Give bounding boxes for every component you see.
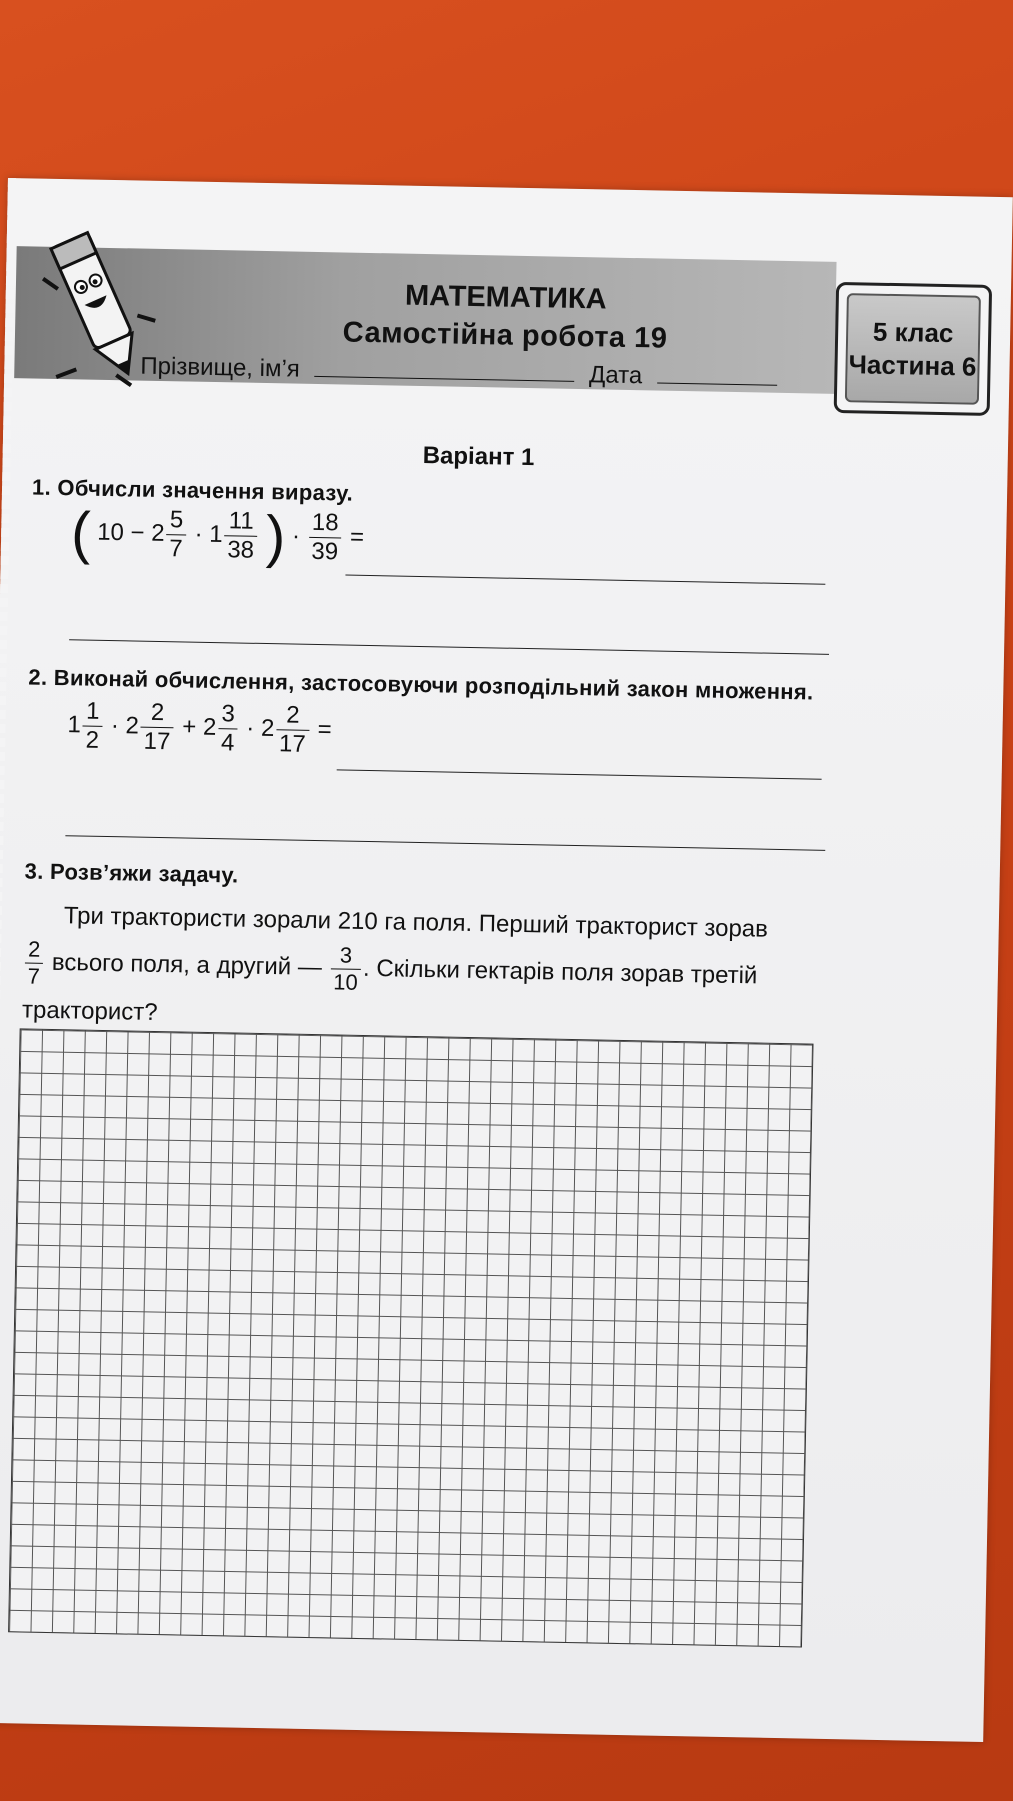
t3-tail: . Скільки гектарів поля зорав третій [362, 954, 758, 990]
t2-equals: = [317, 715, 332, 744]
task2-expression [67, 697, 332, 759]
t3-frac2-num: 3 [331, 942, 362, 970]
t2-mult1: · 2 [110, 711, 140, 740]
t1-frac1 [166, 506, 186, 563]
t2-frac1-num: 1 [83, 698, 103, 727]
task1-answer-line-2[interactable] [69, 639, 829, 655]
t3-frac1-num: 2 [25, 936, 44, 963]
t2-frac4-den: 17 [278, 730, 307, 758]
t2-whole1: 1 [67, 711, 82, 739]
date-line[interactable] [657, 382, 777, 385]
task3-problem [22, 894, 824, 1046]
t2-frac2-den: 17 [143, 727, 171, 756]
worksheet [0, 178, 1013, 1742]
t1-equals: = [349, 523, 365, 551]
t1-frac3-den: 39 [311, 537, 339, 566]
work-title: Самостійна робота 19 [342, 316, 668, 355]
t2-frac4-num: 2 [276, 701, 309, 731]
class-box [834, 282, 992, 416]
class-box-inner [845, 293, 981, 405]
task1-answer-line-1[interactable] [345, 575, 825, 585]
t2-frac2 [140, 699, 174, 757]
t2-frac2-num: 2 [141, 699, 174, 729]
task2-answer-line-1[interactable] [337, 769, 822, 779]
t2-plus: + 2 [182, 713, 217, 741]
t3-mid: всього поля, а другий — [51, 948, 323, 982]
task3-line3: тракторист? [21, 996, 158, 1027]
t1-part-b: · 1 [194, 520, 223, 549]
task2-answer-line-2[interactable] [65, 835, 825, 851]
t3-frac2-den: 10 [333, 969, 359, 995]
t1-frac1-num: 5 [167, 506, 187, 535]
t1-frac3-num: 18 [309, 509, 342, 539]
task3-text: 3. Розв’яжи задачу. [24, 858, 239, 888]
t2-frac1-den: 2 [85, 726, 100, 754]
t2-frac1 [82, 698, 102, 755]
task3-line1: Три трактористи зорали 210 га поля. Перший тракторист зорав [63, 902, 769, 943]
class-grade: 5 клас [872, 316, 954, 349]
t3-frac2 [330, 942, 361, 996]
t3-frac1-den: 7 [27, 963, 41, 989]
t1-frac2-den: 38 [227, 536, 255, 564]
name-line[interactable] [314, 376, 574, 382]
task1-text: 1. Обчисли значення виразу. [31, 474, 354, 506]
t1-part-c: · [291, 522, 301, 550]
t1-frac2-num: 11 [225, 507, 258, 537]
t3-frac1 [24, 936, 43, 989]
task1-expression [71, 499, 365, 572]
open-paren: ( [70, 500, 92, 566]
t2-frac4 [276, 701, 310, 759]
t1-frac1-den: 7 [169, 535, 183, 563]
t2-frac3 [218, 700, 238, 757]
date-label: Дата [588, 361, 643, 390]
t2-frac3-den: 4 [220, 729, 235, 757]
t1-frac2 [224, 507, 258, 565]
name-label: Прізвище, ім’я [140, 352, 301, 383]
t2-mult2: · 2 [246, 714, 275, 743]
subject-title: МАТЕМАТИКА [404, 279, 607, 316]
variant-title: Варіант 1 [422, 442, 535, 472]
t1-frac3 [308, 509, 342, 567]
task2-text: 2. Виконай обчислення, застосовуючи розподільний закон множення. [28, 664, 814, 705]
close-paren: ) [265, 504, 286, 570]
graph-paper-grid[interactable] [8, 1028, 813, 1647]
t1-part-a: 10 − 2 [96, 518, 165, 547]
t2-frac3-num: 3 [218, 700, 238, 729]
class-part: Частина 6 [848, 348, 977, 382]
